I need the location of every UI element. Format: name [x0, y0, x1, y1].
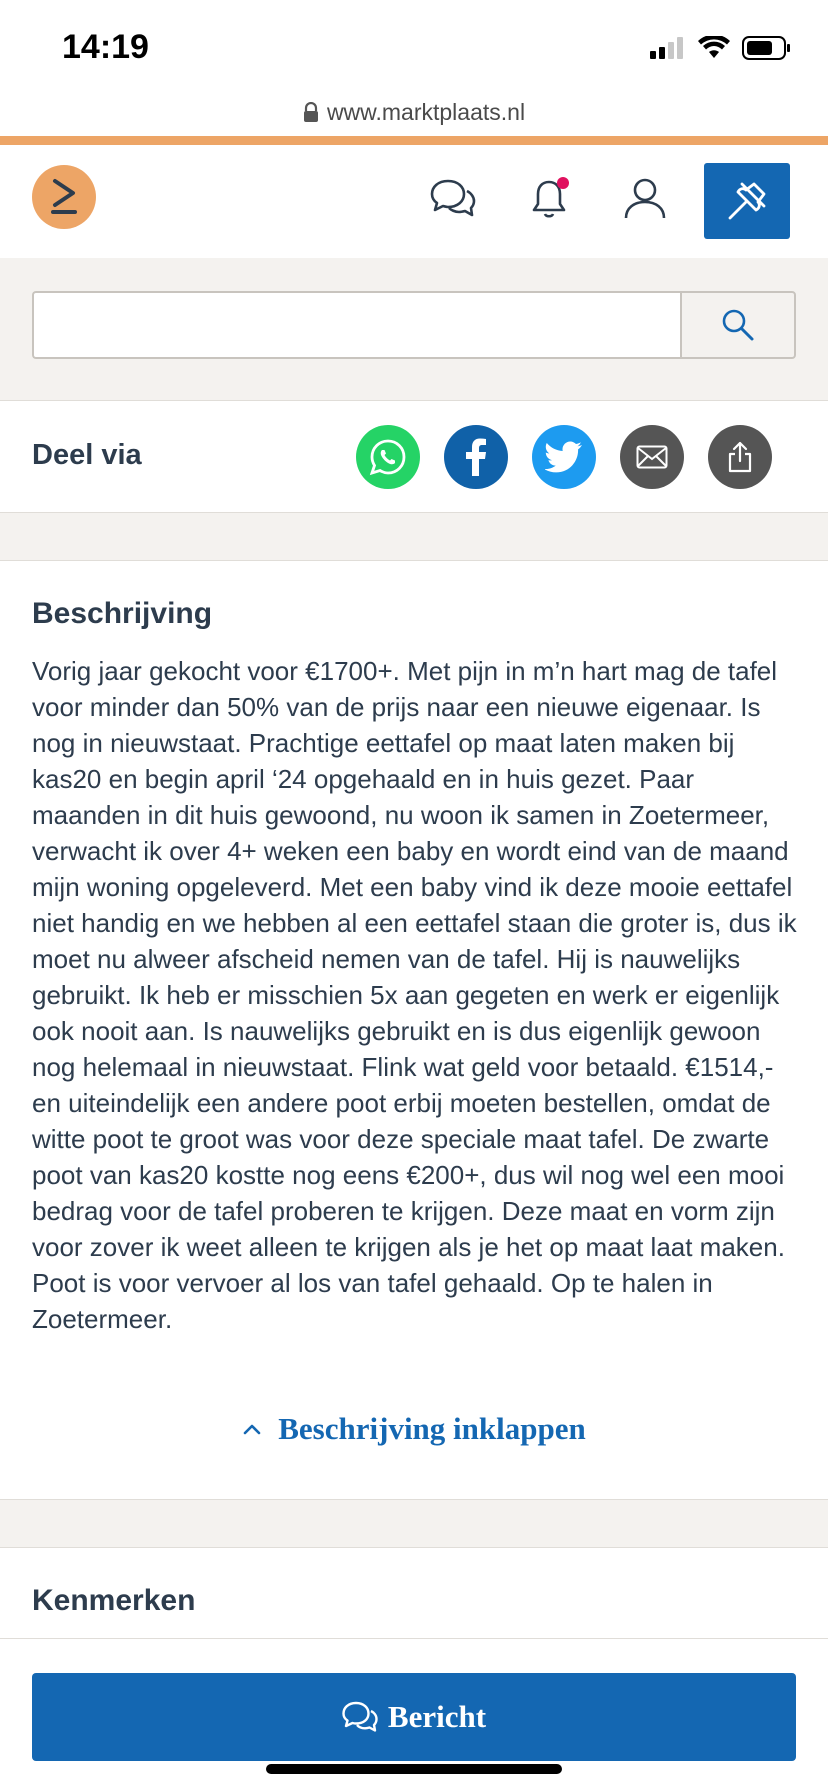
share-icon — [727, 441, 753, 473]
wifi-icon — [698, 36, 730, 60]
message-button[interactable] — [32, 1673, 796, 1761]
url-text: www.marktplaats.nl — [326, 98, 526, 125]
home-indicator — [266, 1764, 562, 1774]
status-bar — [0, 0, 828, 88]
brand-divider — [0, 136, 828, 145]
site-header — [0, 145, 828, 258]
search-input[interactable] — [32, 291, 680, 359]
description-card — [0, 560, 828, 1500]
lock-icon — [303, 102, 319, 122]
bell-icon — [529, 176, 573, 220]
search-icon — [721, 308, 755, 342]
share-facebook-button[interactable] — [444, 425, 508, 489]
email-icon — [636, 445, 668, 469]
twitter-icon — [545, 441, 583, 473]
account-button[interactable] — [620, 173, 670, 223]
share-more-button[interactable] — [708, 425, 772, 489]
logo-icon — [47, 177, 81, 217]
facebook-icon — [461, 438, 491, 476]
message-button-label: Bericht — [387, 1699, 487, 1734]
share-whatsapp-button[interactable] — [356, 425, 420, 489]
search-area — [0, 258, 828, 390]
messages-button[interactable] — [428, 173, 478, 223]
signal-icon — [650, 37, 686, 59]
url-bar[interactable] — [0, 88, 828, 136]
share-label: Deel via — [32, 439, 142, 471]
home-logo[interactable] — [32, 165, 96, 229]
whatsapp-icon — [369, 438, 407, 476]
description-text: Vorig jaar gekocht voor €1700+. Met pijn in m’n hart mag de tafel voor minder dan 50% van de prijs naar een nieuwe eigenaar. Is nog in nieuwstaat. Prachtige eettafel op maat laten maken bij kas20 en begin april ‘24 opgehaald en in huis gezet. Paar maanden in dit huis gewoond, nu woon ik samen in Zoetermeer, verwacht ik over 4+ weken een baby en wordt eind van de maand mijn woning opgeleverd. Met een baby vind ik deze mooie eettafel niet handig en we hebben al een eettafel staan die groter is, dus ik moet nu alweer afscheid nemen van de tafel. Hij is nauwelijks gebruikt. Ik heb er misschien 5x aan gegeten en werk er eigenlijk ook nooit aan. Is nauwelijks gebruikt en is dus eigenlijk gewoon nog helemaal in nieuwstaat. Flink wat geld voor betaald. €1514,- en uiteindelijk een andere poot erbij moeten bestellen, omdat de witte poot te groot was voor deze speciale maat tafel. De zwarte poot van kas20 kostte nog eens €200+, dus wil nog wel een mooi bedrag voor de tafel proberen te krijgen. Deze maat en vorm zijn voor zover ik weet alleen te krijgen als je het op maat laat maken. Poot is voor vervoer al los van tafel gehaald. Op te halen in Zoetermeer. — [32, 656, 797, 1334]
pin-icon — [724, 178, 770, 224]
collapse-description-link[interactable] — [0, 1411, 828, 1447]
battery-icon — [742, 36, 792, 60]
share-card — [0, 400, 828, 513]
status-time: 14:19 — [62, 28, 149, 66]
place-ad-button[interactable] — [704, 163, 790, 239]
description-title: Beschrijving — [32, 597, 213, 630]
share-email-button[interactable] — [620, 425, 684, 489]
chat-icon — [342, 1701, 378, 1733]
status-icons — [650, 36, 792, 60]
kenmerken-title: Kenmerken — [32, 1584, 196, 1617]
search-button[interactable] — [680, 291, 796, 359]
notification-dot — [557, 177, 569, 189]
notifications-button[interactable] — [526, 173, 576, 223]
chat-icon — [430, 178, 476, 218]
share-twitter-button[interactable] — [532, 425, 596, 489]
collapse-description-label: Beschrijving inklappen — [278, 1411, 586, 1446]
user-icon — [623, 176, 667, 220]
chevron-up-icon — [242, 1422, 262, 1436]
